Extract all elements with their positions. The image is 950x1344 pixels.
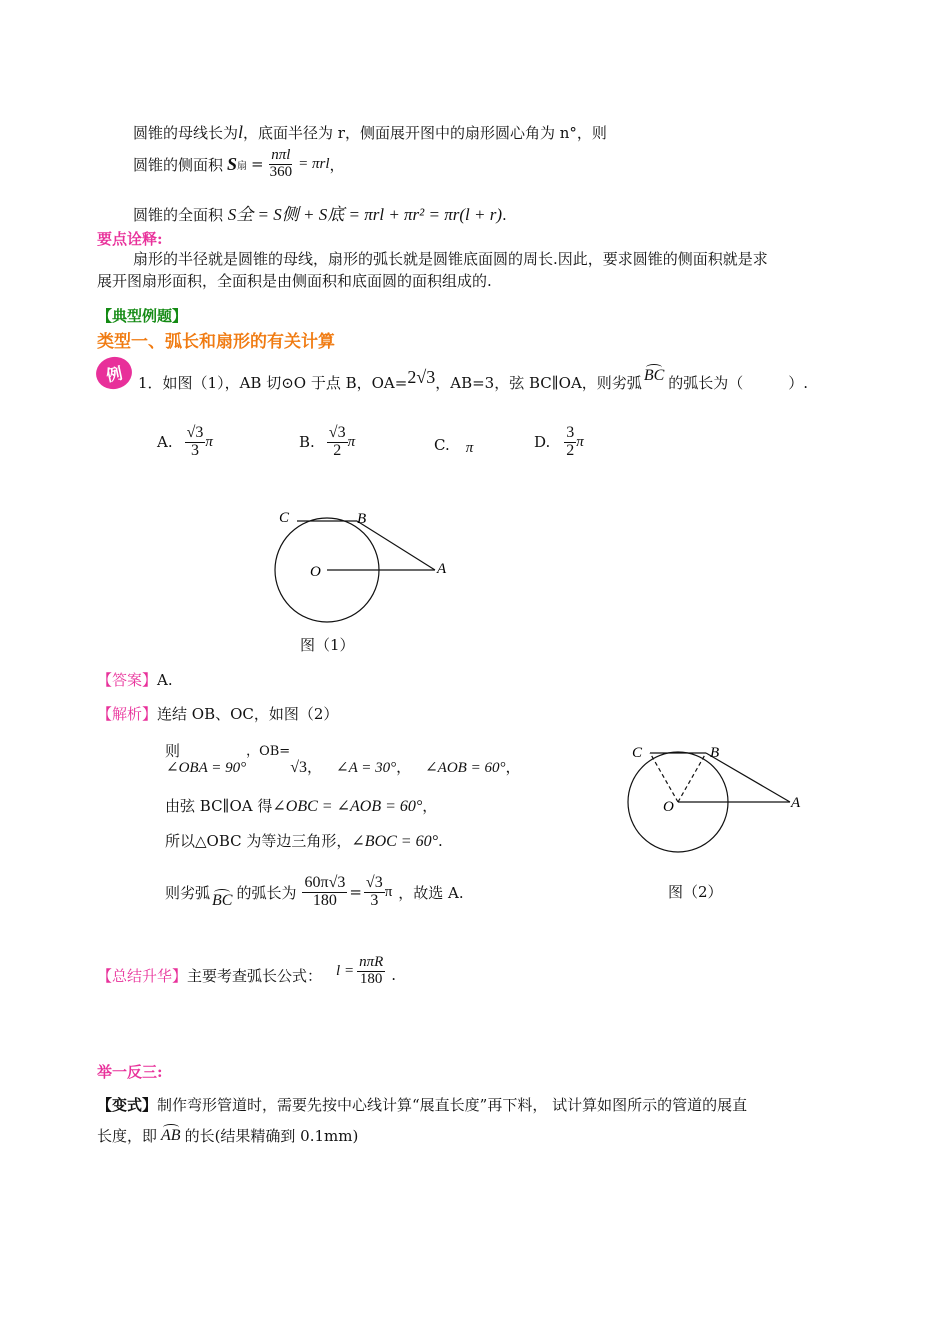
summary: 【总结升华】 主要考查弧长公式： l = $\frac{\text{nπR}}{180}$ . — [97, 954, 397, 987]
fig2-dashed-oc — [650, 753, 678, 802]
question-1: 1．如图（1），AB 切⊙O 于点 B，OA= 2√3 ，AB=3，弦 BC∥OA，则劣弧 BC 的弧长为（ ）. — [138, 366, 809, 392]
analysis-line-3: 所以△OBC 为等边三角形，∠BOC = 60°. — [165, 832, 443, 850]
fig1-label-c: C — [279, 510, 290, 526]
fig1-tangent-ab — [357, 521, 435, 570]
typical-examples-title: 【典型例题】 — [97, 307, 188, 325]
fig1-label-b: B — [357, 511, 367, 527]
keypoint-line2: 展开图扇形面积，全面积是由侧面积和底面圆的面积组成的. — [97, 272, 492, 290]
lateral-area-fraction: $\frac{\text{nπl}}{360}$ — [269, 147, 293, 180]
variant-line1: 【变式】制作弯形管道时，需要先按中心线计算“展直长度”再下料， 试计算如图所示的管道的展直 — [97, 1096, 748, 1114]
practice-title: 举一反三: — [97, 1063, 163, 1081]
variant-line2: 长度，即 AB 的长(结果精确到 0.1mm) — [97, 1126, 359, 1145]
figure-1 — [260, 500, 460, 625]
figure-1-caption: 图（1） — [300, 636, 355, 654]
fig1-label-a: A — [437, 561, 447, 577]
option-d[interactable]: D. $\frac{3}{2}$ π — [534, 424, 584, 459]
analysis-header: 【解析】连结 OB、OC，如图（2） — [97, 705, 339, 723]
answer: 【答案】A. — [97, 671, 173, 689]
keypoint-line1: 扇形的半径就是圆锥的母线，扇形的弧长就是圆锥底面圆的周长.因此，要求圆锥的侧面积就是求 — [133, 250, 768, 268]
arc-ab: AB — [161, 1126, 181, 1144]
option-a[interactable]: A. $\frac{√3}{3}$ π — [157, 424, 213, 459]
analysis-line-2: 由弦 BC∥OA 得∠OBC = ∠AOB = 60°， — [165, 797, 438, 815]
total-area-line: 圆锥的全面积 S全 = S侧 + S底 = πrl + πr² = πr(l + r). — [133, 205, 507, 224]
option-c[interactable]: C. π — [434, 435, 474, 456]
fig2-label-c: C — [632, 745, 643, 761]
lateral-area-line: 圆锥的侧面积 S 扇 = $\frac{\text{nπl}}{360}$ = πrl ， — [133, 147, 345, 180]
figure-2 — [615, 735, 815, 855]
fig2-label-a: A — [791, 795, 801, 811]
type1-title: 类型一、弧长和扇形的有关计算 — [97, 332, 335, 352]
fig2-dashed-ob — [678, 753, 706, 802]
fig2-label-o: O — [663, 799, 674, 815]
analysis-line-1: 则 ∠OBA = 90° ，OB= √3 ， ∠A = 30° ， ∠AOB = 60° ， — [165, 742, 521, 776]
keypoint-title: 要点诠释: — [97, 230, 163, 248]
cone-intro-line: 圆锥的母线长为l，底面半径为 r，侧面展开图中的扇形圆心角为 n°，则 — [133, 122, 607, 142]
example-badge: 例 — [93, 354, 135, 393]
option-b[interactable]: B. $\frac{√3}{2}$ π — [299, 424, 356, 459]
arc-bc: BC — [643, 366, 665, 384]
arc-bc-2: BC — [212, 892, 233, 909]
analysis-line-4: 则劣弧 BC 的弧长为 $\frac{60\pi√3}{180}$ = $\frac{√3}{3}$ π ，故选 A. — [165, 873, 464, 909]
figure-2-caption: 图（2） — [668, 883, 723, 901]
fig2-label-b: B — [710, 745, 720, 761]
fig1-label-o: O — [310, 564, 321, 580]
